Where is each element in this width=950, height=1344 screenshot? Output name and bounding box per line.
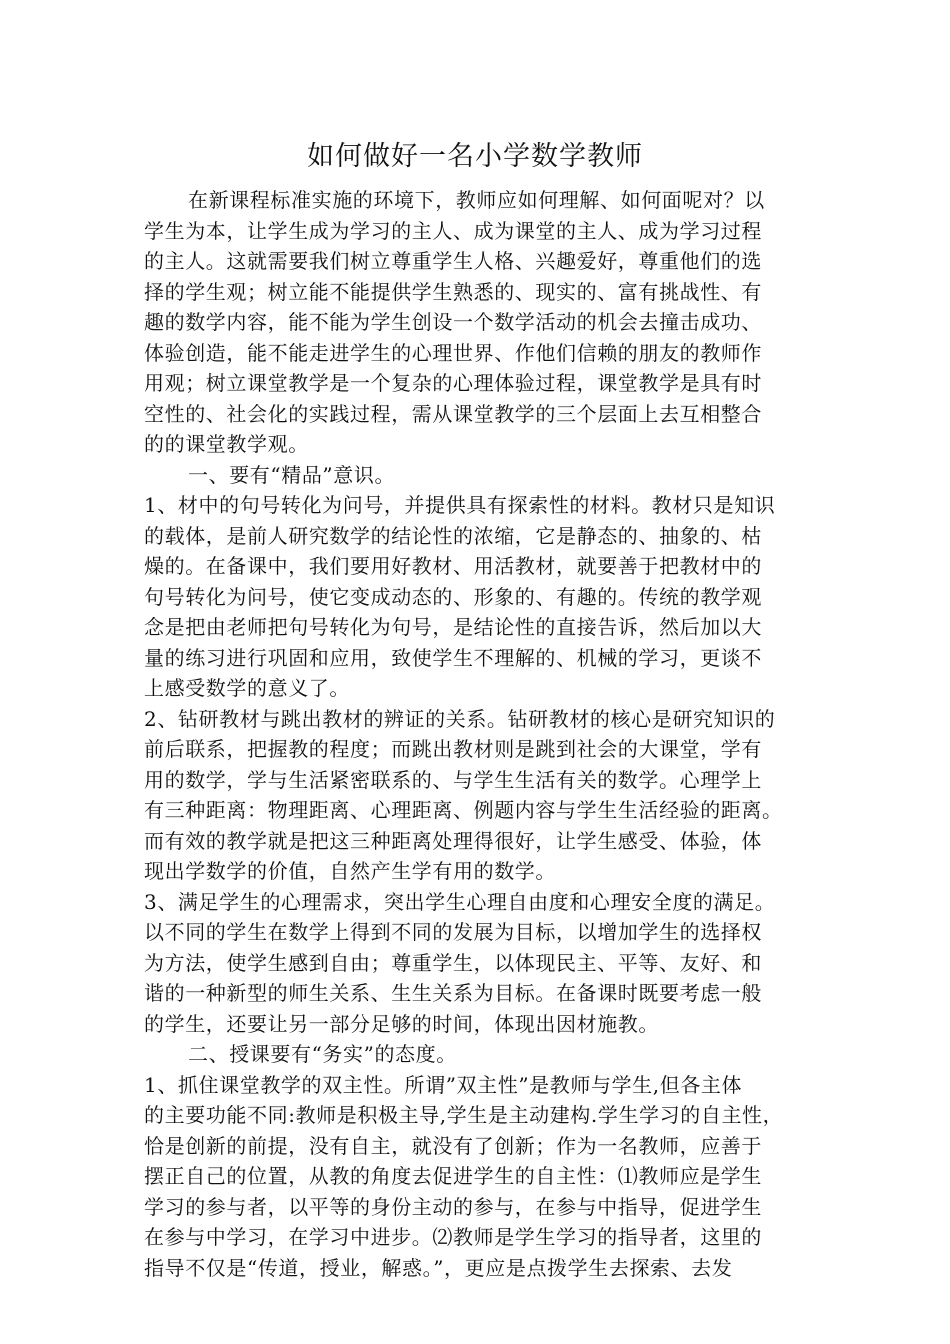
text-line: 的载体，是前人研究数学的结论性的浓缩，它是静态的、抽象的、枯 xyxy=(144,523,762,548)
text-line: 句号转化为问号，使它变成动态的、形象的、有趣的。传统的教学观 xyxy=(144,584,762,609)
text-line: 的学生，还要让另一部分足够的时间，体现出因材施教。 xyxy=(144,1011,659,1036)
text-line: 2、钻研教材与跳出教材的辨证的关系。钻研教材的核心是研究知识的 xyxy=(144,706,776,731)
text-line: 1、抓住课堂教学的双主性。所谓”双主性”是教师与学生,但各主体 xyxy=(144,1072,743,1097)
text-line: 在参与中学习，在学习中进步。⑵教师是学生学习的指导者，这里的 xyxy=(144,1225,762,1249)
text-line: 为方法，使学生感到自由；尊重学生，以体现民主、平等、友好、和 xyxy=(144,950,762,975)
text-line: 的主要功能不同:教师是积极主导,学生是主动建构.学生学习的自主性， xyxy=(144,1103,784,1127)
text-line: 而有效的教学就是把这三种距离处理得很好，让学生感受、体验，体 xyxy=(144,828,762,853)
text-line: 的主人。这就需要我们树立尊重学生人格、兴趣爱好，尊重他们的选 xyxy=(144,249,762,273)
text-line: 恰是创新的前提，没有自主，就没有了创新；作为一名教师，应善于 xyxy=(144,1133,762,1158)
document-title: 如何做好一名小学数学教师 xyxy=(307,141,643,172)
text-line: 一、要有“精品”意识。 xyxy=(188,462,396,487)
text-line: 用的数学，学与生活紧密联系的、与学生生活有关的数学。心理学上 xyxy=(144,767,762,792)
text-line: 摆正自己的位置，从教的角度去促进学生的自主性：⑴教师应是学生 xyxy=(144,1164,762,1188)
text-line: 用观；树立课堂教学是一个复杂的心理体验过程，课堂教学是具有时 xyxy=(144,371,762,395)
text-line: 体验创造，能不能走进学生的心理世界、作他们信赖的朋友的教师作 xyxy=(144,340,762,365)
text-line: 1、材中的句号转化为问号，并提供具有探索性的材料。教材只是知识 xyxy=(144,493,776,517)
text-line: 有三种距离：物理距离、心理距离、例题内容与学生生活经验的距离。 xyxy=(144,798,783,822)
text-line: 在新课程标准实施的环境下，教师应如何理解、如何面呢对？以 xyxy=(188,188,765,212)
text-line: 以不同的学生在数学上得到不同的发展为目标，以增加学生的选择权 xyxy=(144,920,762,944)
text-line: 谐的一种新型的师生关系、生生关系为目标。在备课时既要考虑一般 xyxy=(144,981,762,1005)
text-line: 现出学数学的价值，自然产生学有用的数学。 xyxy=(144,859,556,883)
text-line: 上感受数学的意义了。 xyxy=(144,676,350,700)
text-line: 学习的参与者，以平等的身份主动的参与，在参与中指导，促进学生 xyxy=(144,1194,762,1219)
text-line: 二、授课要有“务实”的态度。 xyxy=(188,1042,457,1066)
text-line: 择的学生观；树立能不能提供学生熟悉的、现实的、富有挑战性、有 xyxy=(144,279,762,304)
text-line: 3、满足学生的心理需求，突出学生心理自由度和心理安全度的满足。 xyxy=(144,889,776,914)
text-line: 念是把由老师把句号转化为句号，是结论性的直接告诉，然后加以大 xyxy=(144,615,762,639)
document-body xyxy=(144,185,814,1283)
text-line: 空性的、社会化的实践过程，需从课堂教学的三个层面上去互相整合 xyxy=(144,401,762,426)
text-line: 学生为本，让学生成为学习的主人、成为课堂的主人、成为学习过程 xyxy=(144,218,762,243)
text-line: 燥的。在备课中，我们要用好教材、用活教材，就要善于把教材中的 xyxy=(144,554,762,578)
text-line: 前后联系，把握教的程度；而跳出教材则是跳到社会的大课堂，学有 xyxy=(144,737,762,761)
text-line: 的的课堂教学观。 xyxy=(144,432,309,456)
text-line: 趣的数学内容，能不能为学生创设一个数学活动的机会去撞击成功、 xyxy=(144,310,762,334)
text-line: 指导不仅是“传道，授业，解惑。”，更应是点拨学生去探索、去发 xyxy=(144,1255,733,1280)
text-line: 量的练习进行巩固和应用，致使学生不理解的、机械的学习，更谈不 xyxy=(144,645,762,670)
